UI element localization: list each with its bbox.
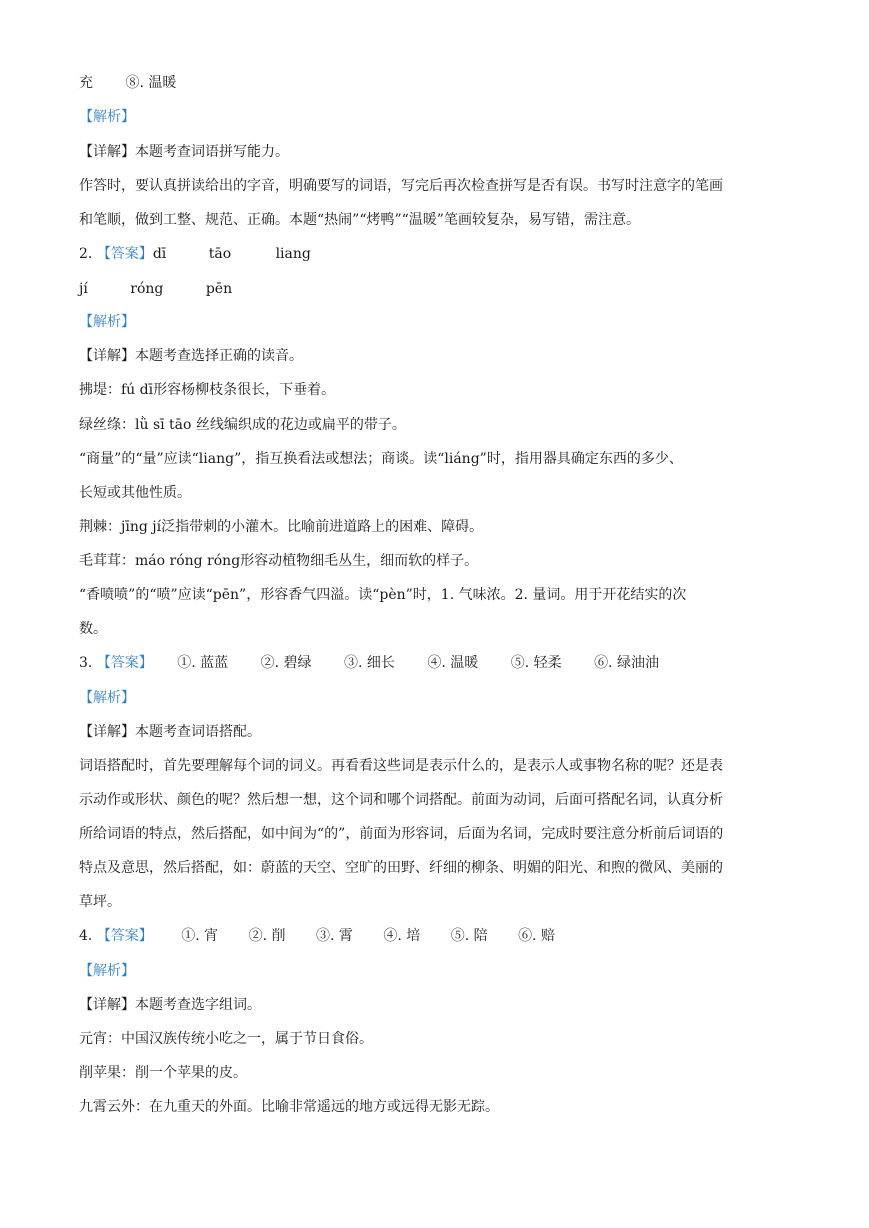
question-number: 2.: [79, 246, 93, 262]
analysis-tag-4: 【解析】: [79, 963, 135, 979]
detail-text: 作答时，要认真拼读给出的字音，明确要写的词语，写完后再次检查拼写是否有误。书写时注意字的笔画: [79, 178, 723, 194]
detail-text: “香喷喷”的“喷”应读“pēn”，形容香气四溢。读“pèn”时，1. 气味浓。2. 量词。用于开花结实的次: [79, 587, 687, 603]
answer-item: ①. 宵: [181, 928, 219, 944]
detail-text: 毛茸茸：máo róng róng形容动植物细毛丛生，细而软的样子。: [79, 553, 479, 569]
analysis-tag-3: 【解析】: [79, 690, 135, 706]
detail-text: “商量”的“量”应读“liang”，指互换看法或想法；商谈。读“liáng”时，指用器具确定东西的多少、: [79, 451, 683, 467]
question-number: 4.: [79, 928, 93, 944]
detail-text: 荆棘：jīng jí泛指带刺的小灌木。比喻前进道路上的困难、障碍。: [79, 519, 484, 535]
answer-item: ⑤. 轻柔: [510, 655, 562, 671]
question-3-answer: [79, 653, 659, 673]
answer-item: ①. 蓝蓝: [177, 655, 229, 671]
detail-text: 绿丝绦：lǜ sī tāo 丝线编织成的花边或扁平的带子。: [79, 417, 406, 433]
answer-tag: 【答案】: [96, 246, 153, 262]
answer-item: ②. 碧绿: [260, 655, 312, 671]
question-2-answer: 2. 【答案】dī tāo liang: [79, 246, 311, 262]
detail-text: 数。: [79, 621, 107, 637]
detail-text: 长短或其他性质。: [79, 485, 191, 501]
analysis-tag-1: 【解析】: [79, 109, 135, 125]
detail-text: 【详解】本题考查词语搭配。: [79, 724, 261, 740]
detail-text: 特点及意思，然后搭配，如：蔚蓝的天空、空旷的田野、纤细的柳条、明媚的阳光、和煦的微风、美丽的: [79, 860, 723, 876]
question-number: 3.: [79, 655, 93, 671]
detail-text: 和笔顺，做到工整、规范、正确。本题“热闹”“烤鸭”“温暖”笔画较复杂，易写错，需注意。: [79, 212, 640, 228]
detail-text: 元宵：中国汉族传统小吃之一，属于节日食俗。: [79, 1031, 373, 1047]
detail-text: 草坪。: [79, 894, 121, 910]
detail-text: 【详解】本题考查词语拼写能力。: [79, 144, 289, 160]
answer-item: ④. 培: [383, 928, 421, 944]
detail-text: 九霄云外：在九重天的外面。比喻非常遥远的地方或远得无影无踪。: [79, 1099, 499, 1115]
answer-item: ⑥. 赔: [518, 928, 555, 944]
question-4-answer: [79, 926, 555, 946]
detail-text: 所给词语的特点，然后搭配，如中间为“的”，前面为形容词，后面为名词，完成时要注意分析前后词语的: [79, 826, 724, 842]
answer-item-8: ⑧. 温暖: [125, 75, 177, 91]
question-2-answer-cont: jí róng pēn: [79, 281, 233, 297]
answer-item: ⑤. 陪: [450, 928, 488, 944]
answer-tag: 【答案】: [96, 928, 153, 944]
answer-tag: 【答案】: [96, 655, 153, 671]
detail-text: 【详解】本题考查选字组词。: [79, 997, 261, 1013]
answer-item: ③. 细长: [343, 655, 395, 671]
answer-item: ⑥. 绿油油: [594, 655, 659, 671]
answer-item: ④. 温暖: [427, 655, 479, 671]
answer-item: ②. 削: [248, 928, 286, 944]
detail-text: 示动作或形状、颜色的呢？然后想一想，这个词和哪个词搭配。前面为动词，后面可搭配名词，认真分析: [79, 792, 723, 808]
detail-text: 拂堤：fú dī形容杨柳枝条很长，下垂着。: [79, 382, 336, 398]
answer-item: ③. 霄: [315, 928, 353, 944]
answer-continuation-line: 充 ⑧. 温暖: [79, 75, 177, 91]
detail-text: 词语搭配时，首先要理解每个词的词义。再看看这些词是表示什么的，是表示人或事物名称的呢？还是表: [79, 758, 723, 774]
detail-text: 削苹果：削一个苹果的皮。: [79, 1065, 247, 1081]
analysis-tag-2: 【解析】: [79, 314, 135, 330]
detail-text: 【详解】本题考查选择正确的读音。: [79, 348, 303, 364]
